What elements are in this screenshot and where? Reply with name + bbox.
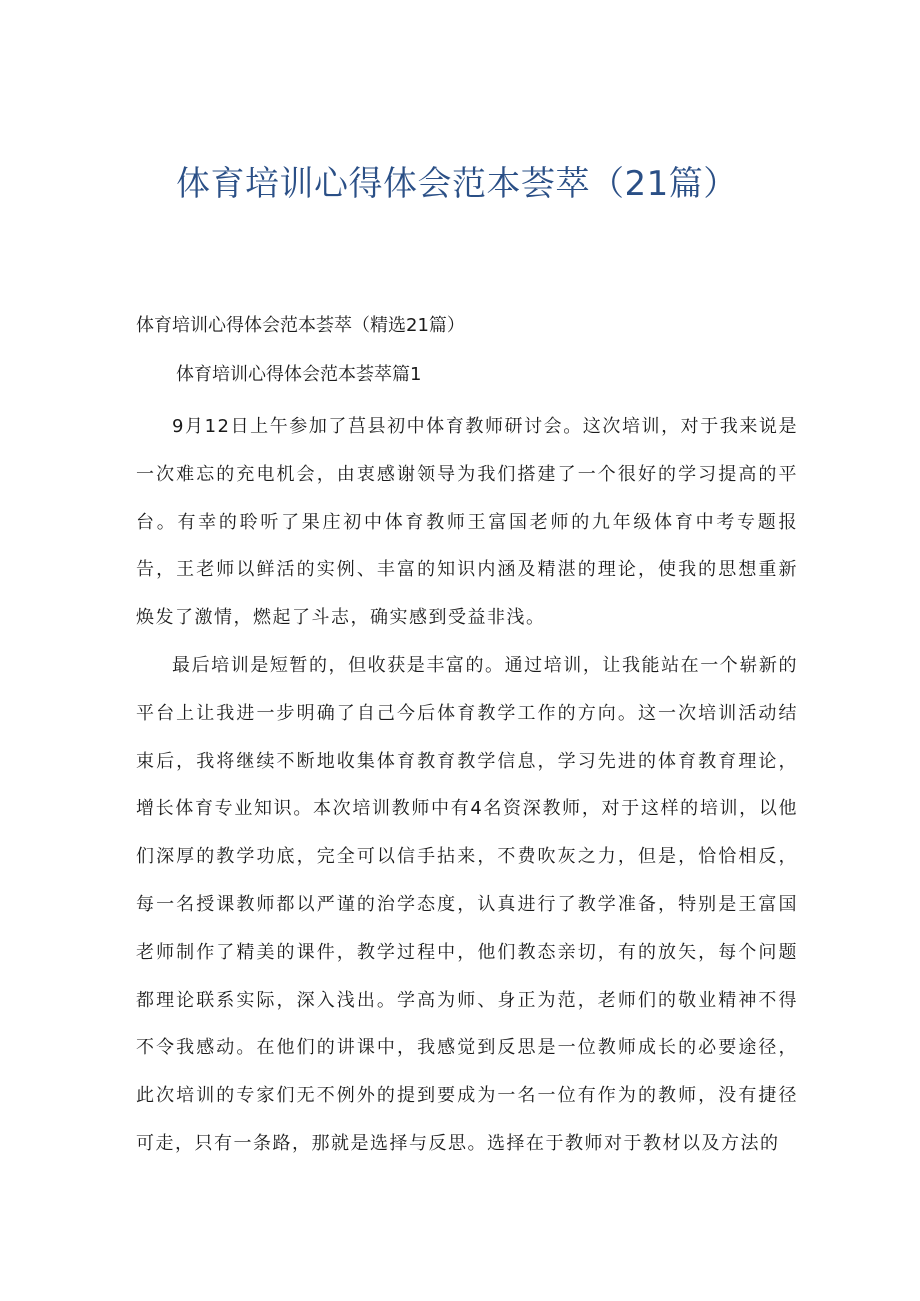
document-title: 体育培训心得体会范本荟萃（21篇）: [176, 164, 738, 204]
document-subtitle: 体育培训心得体会范本荟萃（精选21篇）: [136, 315, 465, 336]
section-heading: 体育培训心得体会范本荟萃篇1: [176, 364, 422, 385]
paragraph: 9月12日上午参加了莒县初中体育教师研讨会。这次培训，对于我来说是一次难忘的充电机会，由衷感谢领导为我们搭建了一个很好的学习提高的平台。有幸的聆听了果庄初中体育教师王富国老师的九年级体育中考专题报告，王老师以鲜活的实例、丰富的知识内涵及精湛的理论，使我的思想重新焕发了激情，燃起了斗志，确实感到受益非浅。: [136, 416, 798, 629]
body-text: [136, 403, 798, 1168]
paragraph: 最后培训是短暂的，但收获是丰富的。通过培训，让我能站在一个崭新的平台上让我进一步明确了自己今后体育教学工作的方向。这一次培训活动结束后，我将继续不断地收集体育教育教学信息，学习先进的体育教育理论，增长体育专业知识。本次培训教师中有4名资深教师，对于这样的培训，以他们深厚的教学功底，完全可以信手拈来，不费吹灰之力，但是，恰恰相反，每一名授课教师都以严谨的治学态度，认真进行了教学准备，特别是王富国老师制作了精美的课件，教学过程中，他们教态亲切，有的放矢，每个问题都理论联系实际，深入浅出。学高为师、身正为范，老师们的敬业精神不得不令我感动。在他们的讲课中，我感觉到反思是一位教师成长的必要途径，此次培训的专家们无不例外的提到要成为一名一位有作为的教师，没有捷径可走，只有一条路，那就是选择与反思。选择在于教师对于教材以及方法的: [136, 654, 798, 1154]
